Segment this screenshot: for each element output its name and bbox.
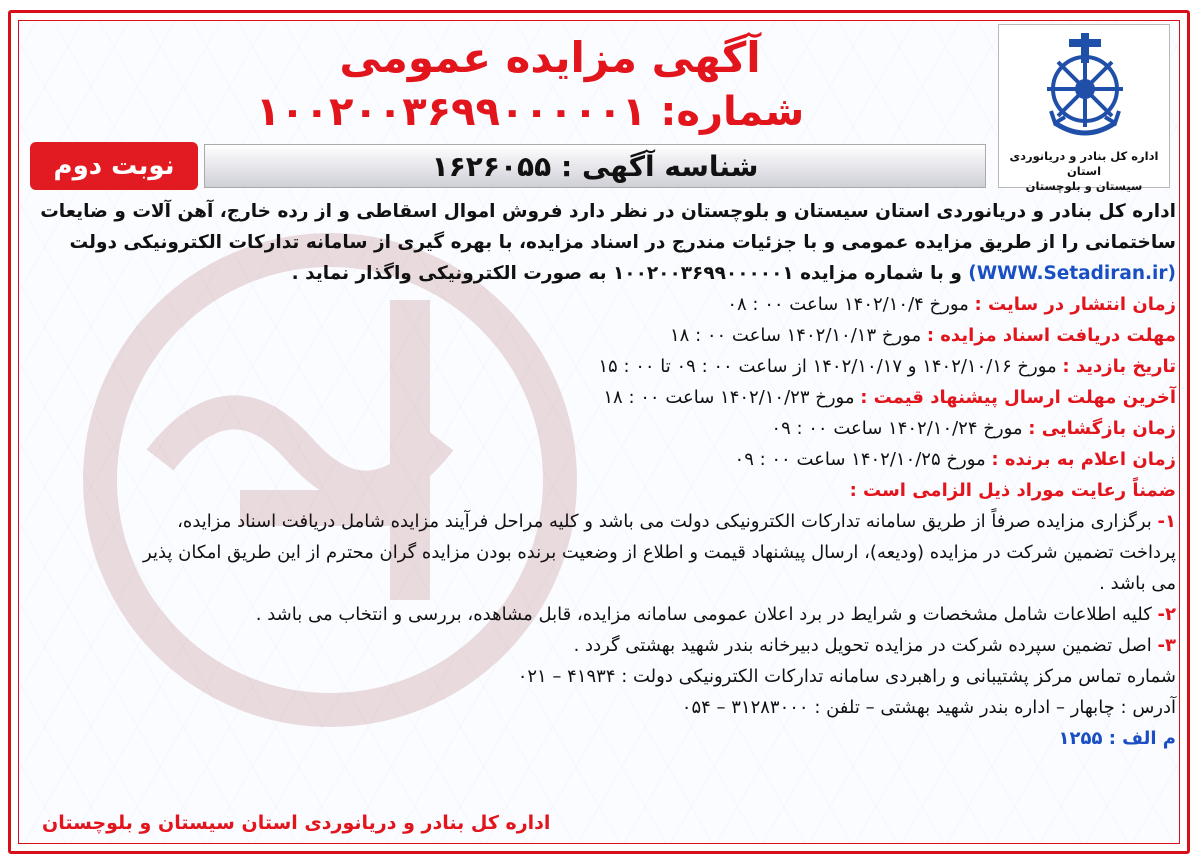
schedule-label: زمان انتشار در سایت : [974,294,1176,315]
schedule-label: مهلت دریافت اسناد مزایده : [926,325,1176,346]
intro-line: اداره کل بنادر و دریانوردی استان سیستان و بلوچستان در نظر دارد فروش اموال اسقاطی و از رده خارج، آهن آلات و ضایعات [40,201,1176,222]
item-text: کلیه اطلاعات شامل مشخصات و شرایط در برد اعلان عمومی سامانه مزایده، قابل مشاهده، بررسی و انتخاب می باشد . [255,604,1158,625]
schedule-value: مورخ ۱۴۰۲/۱۰/۲۳ ساعت ۰۰ : ۱۸ [603,387,861,408]
logo-caption-line2: سیستان و بلوچستان [1025,179,1143,193]
organization-logo [998,24,1170,193]
item-text: پرداخت تضمین شرکت در مزایده (ودیعه)، ارسال پیشنهاد قیمت و اطلاع از وضعیت برنده بودن مزایده گران محترم از این طریق امکان پذیر [143,542,1176,563]
address: آدرس : چابهار – اداره بندر شهید بهشتی – تلفن : ۳۱۲۸۳۰۰۰ – ۰۵۴ [681,697,1176,718]
schedule-label: آخرین مهلت ارسال پیشنهاد قیمت : [860,387,1176,408]
website-link[interactable]: (WWW.Setadiran.ir) [968,263,1176,284]
requirement-item [28,630,1176,661]
schedule-row [28,444,1176,475]
item-number: ۱- [1157,511,1176,532]
schedule-value: مورخ ۱۴۰۲/۱۰/۱۶ و ۱۴۰۲/۱۰/۱۷ از ساعت ۰۰ : ۰۹ تا ۰۰ : ۱۵ [598,356,1063,377]
item-text: اصل تضمین سپرده شرکت در مزایده تحویل دبیرخانه بندر شهید بهشتی گردد . [573,635,1158,656]
intro-paragraph [28,196,1176,289]
intro-line-rest: و با شماره مزایده ۱۰۰۲۰۰۳۶۹۹۰۰۰۰۰۱ به صورت الکترونیکی واگذار نماید . [291,263,969,284]
schedule-label: زمان بازگشایی : [1028,418,1176,439]
logo-caption [1005,149,1163,194]
schedule-row [28,351,1176,382]
item-text: می باشد . [1099,573,1176,594]
notice-title: آگهی مزایده عمومی [339,33,761,82]
item-number: ۳- [1157,635,1176,656]
intro-line [28,258,1176,289]
support-contact: شماره تماس مرکز پشتیبانی و راهبردی سامانه تدارکات الکترونیکی دولت : ۴۱۹۳۴ – ۰۲۱ [517,666,1176,687]
logo-caption-line1: اداره کل بنادر و دریانوردی استان [1009,149,1159,178]
footer-organization: اداره کل بنادر و دریانوردی استان سیستان و بلوچستان [42,812,551,834]
turn-badge: نوبت دوم [30,142,198,190]
schedule-value: مورخ ۱۴۰۲/۱۰/۲۵ ساعت ۰۰ : ۰۹ [734,449,992,470]
notice-id-band [204,144,986,188]
schedule-row [28,320,1176,351]
schedule-row [28,382,1176,413]
notice-body [28,196,1176,754]
schedule-value: مورخ ۱۴۰۲/۱۰/۱۳ ساعت ۰۰ : ۱۸ [670,325,927,346]
item-number: ۲- [1157,604,1176,625]
auction-number: شماره: ۱۰۰۲۰۰۳۶۹۹۰۰۰۰۰۱ [255,89,805,135]
schedule-row [28,289,1176,320]
notice-id: شناسه آگهی : ۱۶۲۶۰۵۵ [431,150,759,183]
item-text: برگزاری مزایده صرفاً از طریق سامانه تدارکات الکترونیکی دولت می باشد و کلیه مراحل فرآیند مزایده شامل دریافت اسناد مزایده، [177,511,1158,532]
intro-line: ساختمانی را از طریق مزایده عمومی و با جزئیات مندرج در اسناد مزایده، با بهره گیری از سامانه تدارکات الکترونیکی دولت [69,232,1176,253]
requirement-item [28,506,1176,599]
schedule-row [28,413,1176,444]
schedule-label: تاریخ بازدید : [1062,356,1176,377]
requirements-heading: ضمناً رعایت موراد ذیل الزامی است : [849,480,1176,501]
schedule-value: مورخ ۱۴۰۲/۱۰/۴ ساعت ۰۰ : ۰۸ [727,294,975,315]
requirement-item [28,599,1176,630]
schedule-label: زمان اعلام به برنده : [991,449,1176,470]
anchor-wheel-icon [1041,31,1129,143]
reference-code: م الف : ۱۲۵۵ [1058,728,1176,749]
schedule-value: مورخ ۱۴۰۲/۱۰/۲۴ ساعت ۰۰ : ۰۹ [771,418,1029,439]
